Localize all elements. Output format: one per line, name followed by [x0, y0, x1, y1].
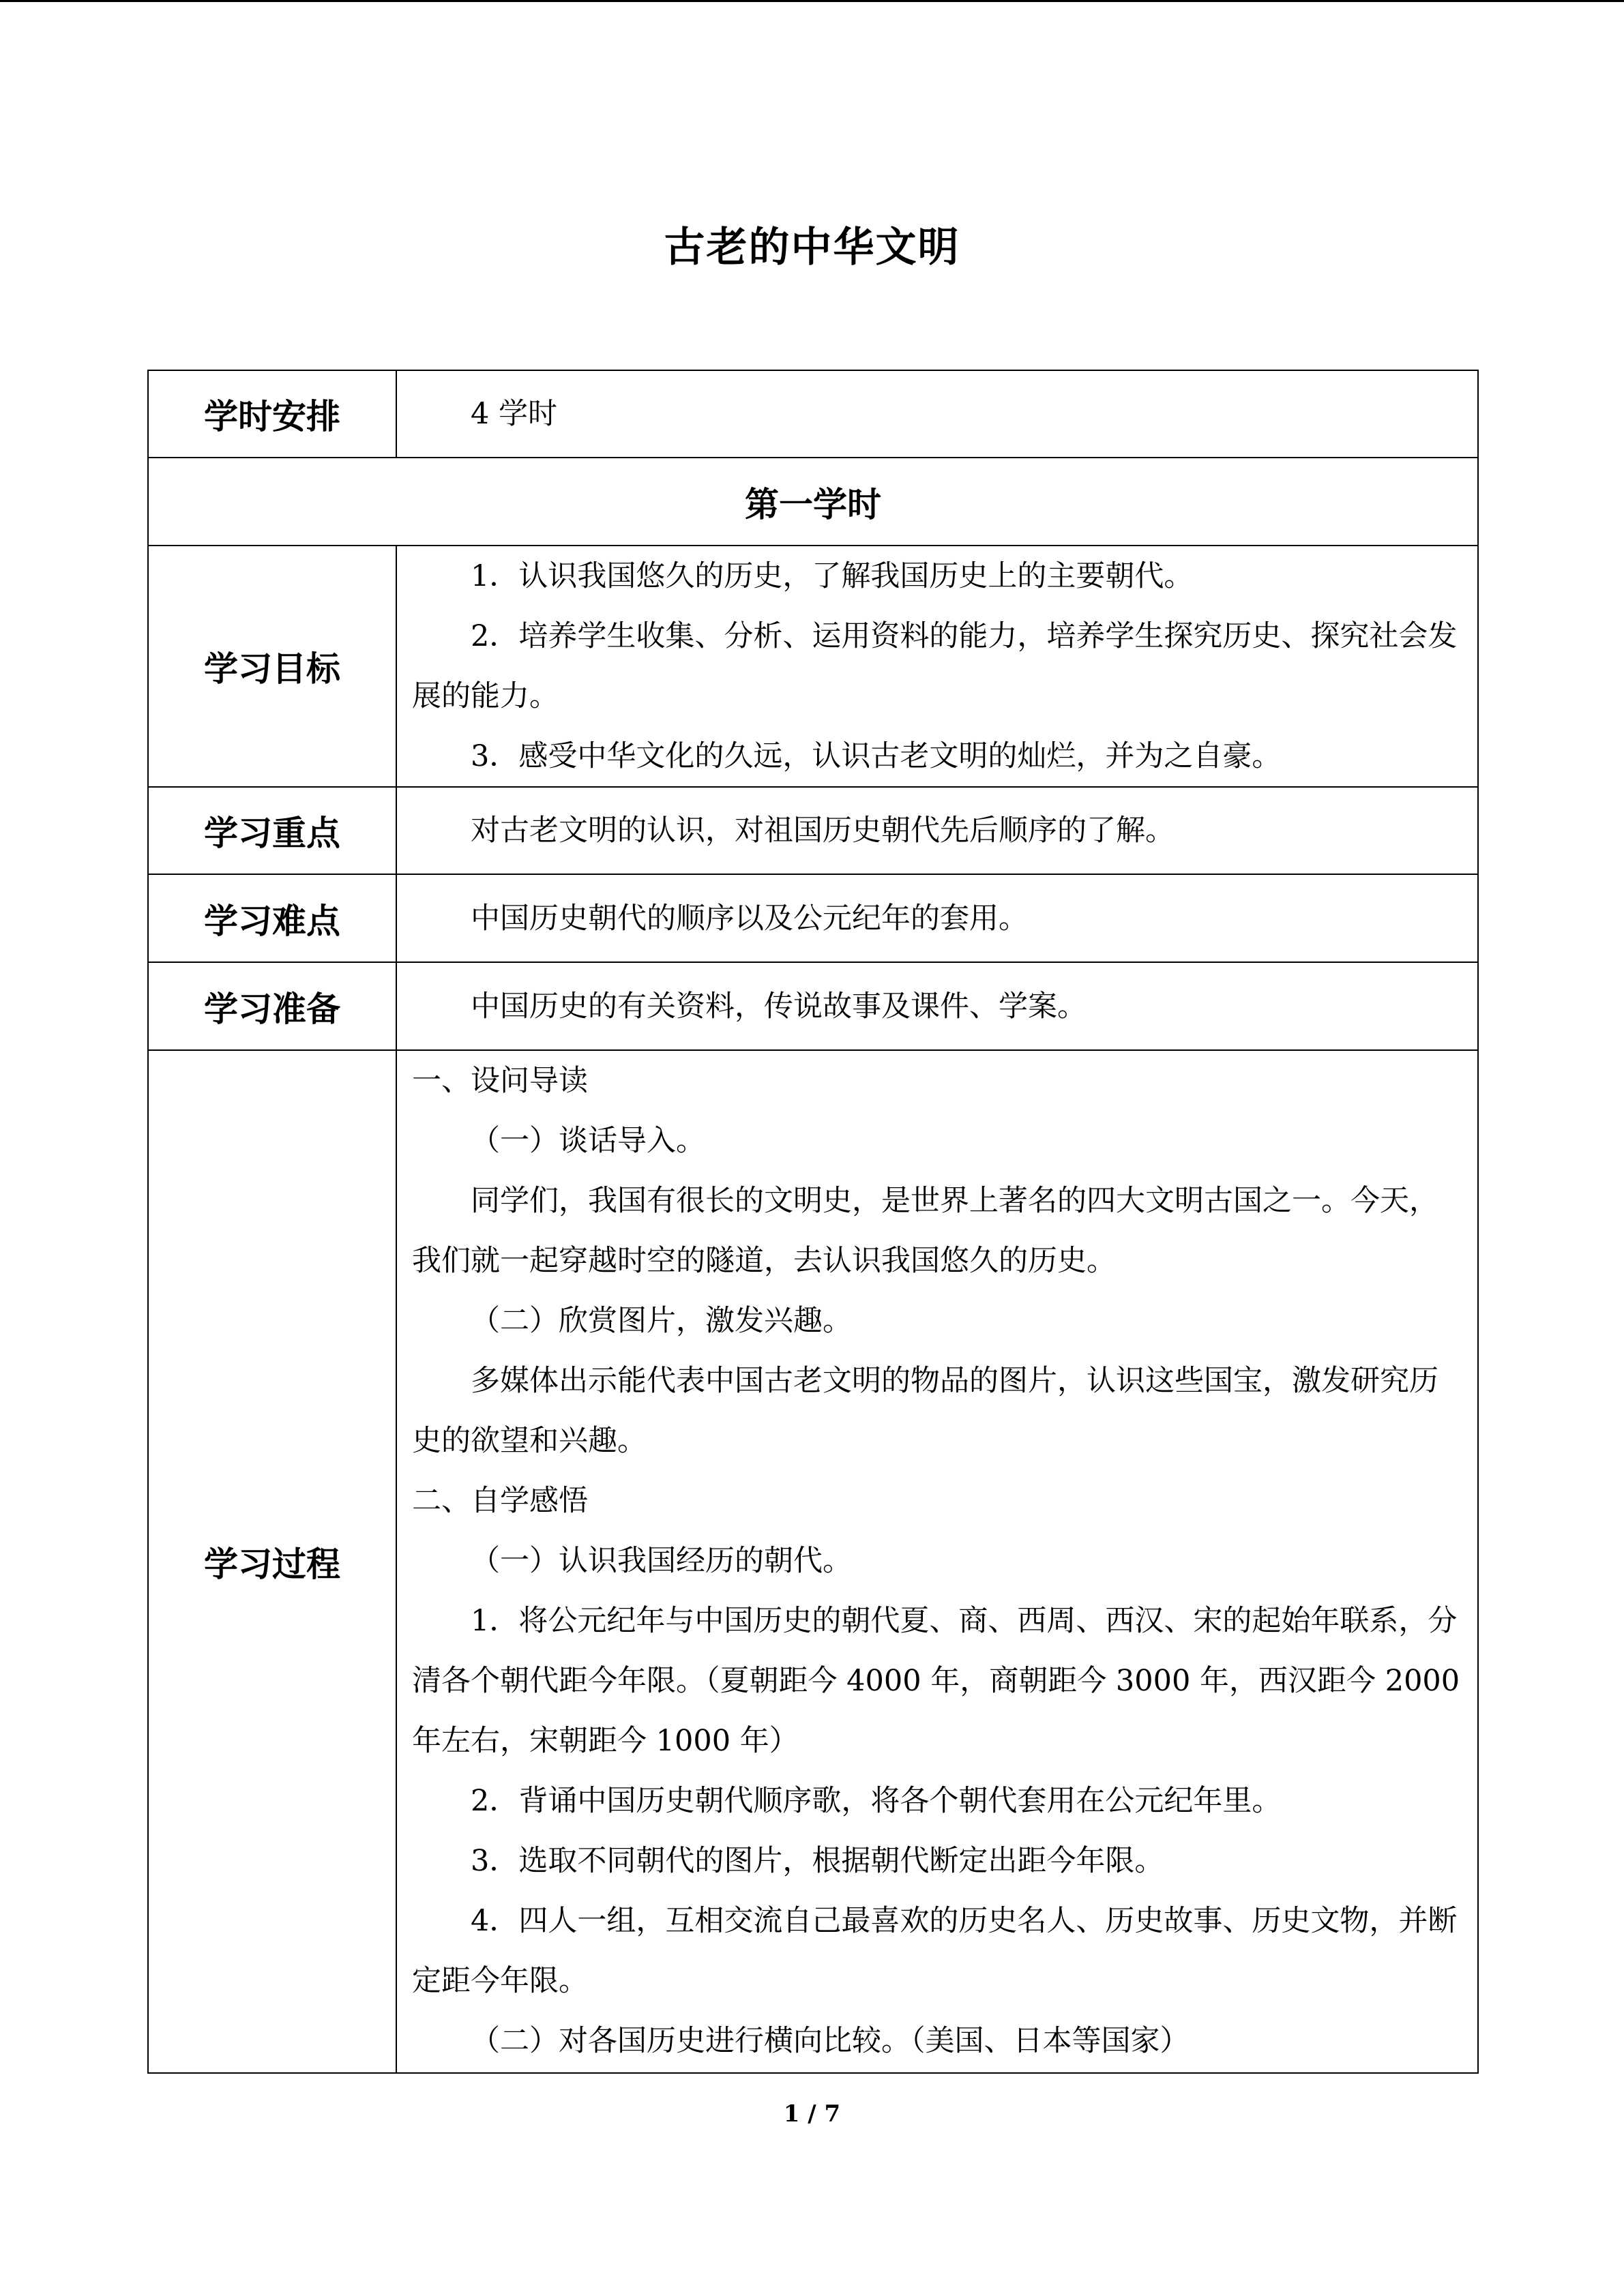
key-points-value: 对古老文明的认识，对祖国历史朝代先后顺序的了解。 [396, 787, 1478, 874]
process-line: 1．将公元纪年与中国历史的朝代夏、商、西周、西汉、宋的起始年联系，分清各个朝代距今年限。（夏朝距今 4000 年，商朝距今 3000 年，西汉距今 2000 年左右，宋朝距今 1000 年） [412, 1604, 1460, 1758]
key-points-label: 学习重点 [148, 787, 396, 874]
process-line: （一）认识我国经历的朝代。 [471, 1544, 852, 1578]
difficulties-value: 中国历史朝代的顺序以及公元纪年的套用。 [396, 874, 1478, 962]
process-line: （二）欣赏图片，激发兴趣。 [471, 1304, 852, 1338]
process-line: 多媒体出示能代表中国古老文明的物品的图片，认识这些国宝，激发研究历史的欲望和兴趣。 [412, 1364, 1438, 1458]
process-line: （一）谈话导入。 [471, 1124, 705, 1158]
process-line: 2．背诵中国历史朝代顺序歌，将各个朝代套用在公元纪年里。 [471, 1784, 1282, 1818]
section-heading: 第一学时 [148, 458, 1478, 546]
process-content [396, 1050, 1478, 2073]
objectives-content [396, 546, 1478, 787]
document-title: 古老的中华文明 [664, 224, 960, 271]
objective-item: 3．感受中华文化的久远，认识古老文明的灿烂，并为之自豪。 [471, 739, 1282, 773]
top-border-line [0, 0, 1624, 2]
key-points-row [148, 787, 1478, 874]
lesson-plan-table [147, 370, 1479, 2074]
process-line: 一、设问导读 [412, 1064, 588, 1098]
schedule-label: 学时安排 [148, 370, 396, 458]
process-row [148, 1050, 1478, 2073]
process-line: 3．选取不同朝代的图片，根据朝代断定出距今年限。 [471, 1844, 1164, 1878]
schedule-row [148, 370, 1478, 458]
process-line: 同学们，我国有很长的文明史，是世界上著名的四大文明古国之一。今天，我们就一起穿越时空的隧道，去认识我国悠久的历史。 [412, 1184, 1438, 1278]
process-line: 二、自学感悟 [412, 1484, 588, 1518]
difficulties-label: 学习难点 [148, 874, 396, 962]
objective-item: 2．培养学生收集、分析、运用资料的能力，培养学生探究历史、探究社会发展的能力。 [412, 619, 1458, 713]
preparation-row [148, 962, 1478, 1050]
process-label: 学习过程 [148, 1050, 396, 2073]
process-line: （二）对各国历史进行横向比较。（美国、日本等国家） [471, 2024, 1190, 2058]
objectives-row [148, 546, 1478, 787]
preparation-value: 中国历史的有关资料，传说故事及课件、学案。 [396, 962, 1478, 1050]
objectives-label: 学习目标 [148, 546, 396, 787]
preparation-label: 学习准备 [148, 962, 396, 1050]
process-line: 4．四人一组，互相交流自己最喜欢的历史名人、历史故事、历史文物，并断定距今年限。 [412, 1904, 1458, 1998]
difficulties-row [148, 874, 1478, 962]
objective-item: 1．认识我国悠久的历史，了解我国历史上的主要朝代。 [471, 559, 1194, 593]
schedule-value: 4 学时 [396, 370, 1478, 458]
page-number: 1 / 7 [783, 2100, 841, 2128]
section-row [148, 458, 1478, 546]
